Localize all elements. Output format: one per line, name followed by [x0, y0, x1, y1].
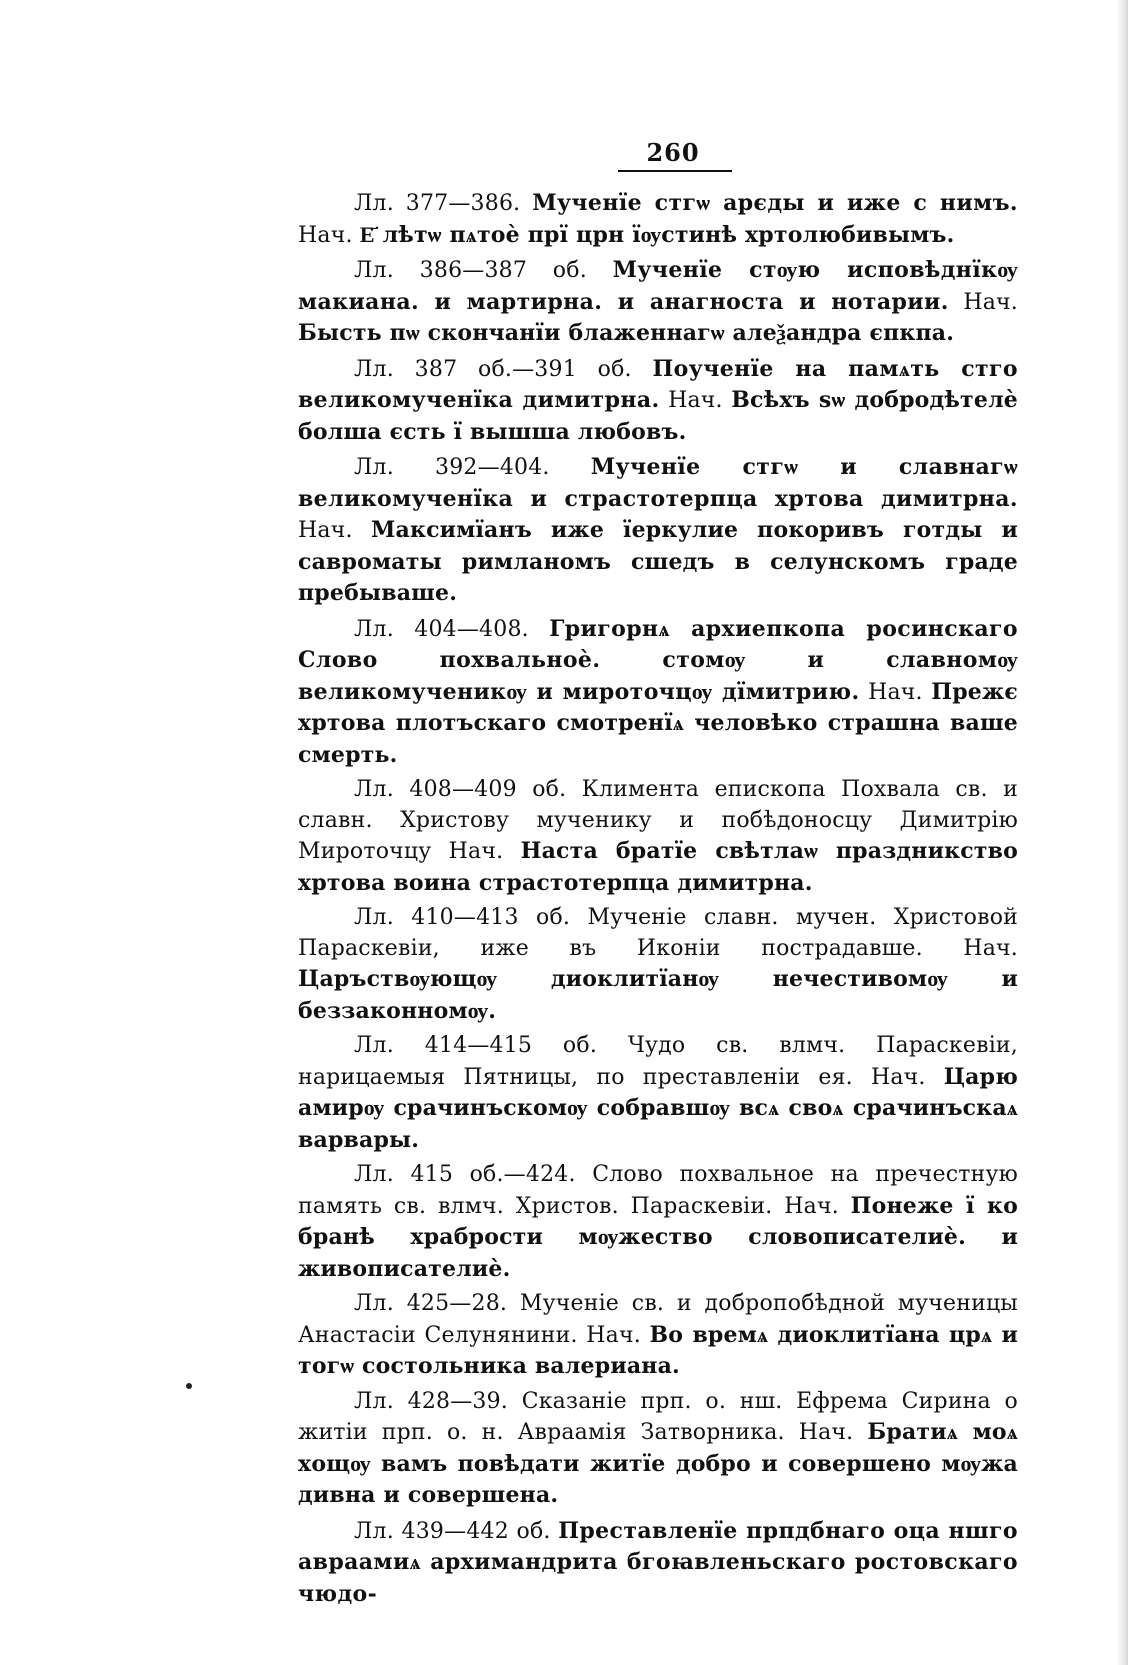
entry-nach: Нач.	[668, 388, 723, 413]
entry-title: Климента епископа Похвала св. и славн. Христову мученику и побѣдоносцу Димитрію Мироточцу	[298, 777, 1018, 864]
entry-5	[298, 614, 1018, 772]
page-number: 260	[646, 138, 700, 167]
entry-7	[298, 903, 1018, 1027]
page-number-rule	[618, 170, 732, 172]
entry-title: Мученїе стгѡ арєды и иже с нимъ.	[532, 190, 1018, 216]
entry-title: Сказаніе прп. о. нш. Ефрема Сирина о житіи прп. о. н. Авраамія Затворника.	[298, 1388, 1018, 1445]
entry-nach: Нач.	[298, 518, 353, 543]
entry-incipit: Всѣхъ ѕѡ добродѣтелѐ болша єсть ї вышша любовъ.	[298, 387, 1018, 445]
entry-nach: Нач.	[868, 679, 923, 705]
entry-nach: Нач.	[798, 1420, 854, 1445]
entry-12	[298, 1516, 1018, 1611]
entry-incipit: Братиѧ моѧ хощѹ вамъ повѣдати житїе добро и совершено мѹжа дивна и совершена.	[298, 1419, 1018, 1508]
entry-incipit: Царъствѹющѹ диоклитїанѹ нечестивомѹ и беззаконномѹ.	[298, 966, 1018, 1024]
entry-title: Слово похвальное на пречестную память св. влмч. Христов. Параскевіи.	[298, 1162, 1018, 1219]
entry-title: Поученїе на памѧть стго великомученїка димитрна.	[298, 355, 1018, 413]
entry-4	[298, 452, 1018, 610]
entry-incipit: Максимїанъ иже їеркулие покоривъ готды и савроматы римланомъ сшедъ в селунскомъ граде пребываше.	[298, 517, 1018, 606]
entry-folio: Лл. 428—39.	[354, 1388, 508, 1414]
entry-folio: Лл. 414—415 об.	[354, 1033, 598, 1058]
entry-title: Мученіе св. и добропобѣдной мученицы Анастасіи Селунянини.	[298, 1291, 1019, 1348]
entry-folio: Лл. 410—413 об.	[354, 905, 571, 930]
entry-title: Мученїе стѹю исповѣднїкѹ макиана. и мартирна. и анагноста и нотарии.	[298, 257, 1018, 315]
entry-nach: Нач.	[298, 222, 353, 248]
entry-incipit: Понеже ї ко бранѣ храбрости мѹжество словописателиѐ. и живописателиѐ.	[298, 1192, 1018, 1282]
entry-nach: Нач.	[586, 1322, 641, 1348]
entry-title: Мученіе славн. мучен. Христовой Параскевіи, иже въ Иконіи пострадавше.	[298, 905, 1019, 961]
entry-10	[298, 1289, 1018, 1383]
entry-nach: Нач.	[870, 1064, 926, 1090]
entry-folio: Лл. 387 об.—391 об.	[354, 356, 632, 382]
manuscript-entries	[298, 188, 1018, 1614]
entry-incipit: Во времѧ диоклитїана црѧ и тогѡ состольника валериана.	[298, 1321, 1018, 1379]
entry-nach: Нач.	[784, 1193, 839, 1219]
entry-folio: Лл. 415 об.—424.	[354, 1162, 576, 1187]
entry-incipit: Наста братїе свѣтлаѡ праздникство хртова воина страстотерпца димитрна.	[298, 838, 1018, 896]
entry-2	[298, 255, 1018, 350]
entry-folio: Лл. 392—404.	[354, 455, 550, 480]
entry-title: Чудо св. влмч. Параскевіи, нарицаемыя Пятницы, по преставленіи ея.	[298, 1033, 1018, 1090]
entry-folio: Лл. 439—442 об.	[354, 1518, 551, 1544]
entry-nach: Нач.	[448, 839, 504, 864]
entry-incipit: Бысть пѡ скончанїи блаженнагѡ алеѯандра єпкпа.	[298, 320, 955, 346]
entry-1	[298, 188, 1018, 251]
entry-nach: Нач.	[963, 289, 1018, 315]
entry-folio: Лл. 377—386.	[354, 191, 521, 216]
entry-folio: Лл. 404—408.	[354, 616, 529, 642]
entry-title: Григорнѧ архиепкопа росинскаго Слово похвальноѐ. стомѹ и славномѹ великомученикѹ и мироточцѹ дїмитрию.	[298, 615, 1018, 705]
entry-folio: Лл. 386—387 об.	[354, 258, 587, 283]
entry-9	[298, 1160, 1018, 1285]
page-edge-shadow	[1116, 0, 1128, 1665]
entry-title: Мученїе стгѡ и славнагѡ великомученїка и страстотерпца хртова димитрна.	[298, 454, 1018, 512]
entry-incipit: Е҃ лѣтѡ пѧтоѐ прї црн їѹстинѣ хртолюбивымъ.	[359, 221, 955, 248]
entry-folio: Лл. 425—28.	[354, 1291, 508, 1316]
entry-title: Преставленїе прпдбнаго оца ншго авраамиѧ архимандрита бгоꙗвленьскаго ростовскаго чюдо-	[298, 1517, 1019, 1607]
entry-11	[298, 1387, 1018, 1512]
entry-folio: Лл. 408—409 об.	[354, 777, 567, 802]
entry-3	[298, 354, 1018, 449]
entry-incipit: Прежє хртова плотъскаго смотренїѧ человѣко страшна ваше смерть.	[298, 678, 1018, 768]
entry-incipit: Царю амирѹ срачинъскомѹ собравшѹ всѧ своѧ срачинъскаѧ варвары.	[298, 1063, 1018, 1153]
margin-ink-dot	[186, 1383, 192, 1389]
entry-6	[298, 775, 1018, 899]
entry-nach: Нач.	[963, 935, 1018, 961]
entry-8	[298, 1031, 1018, 1156]
